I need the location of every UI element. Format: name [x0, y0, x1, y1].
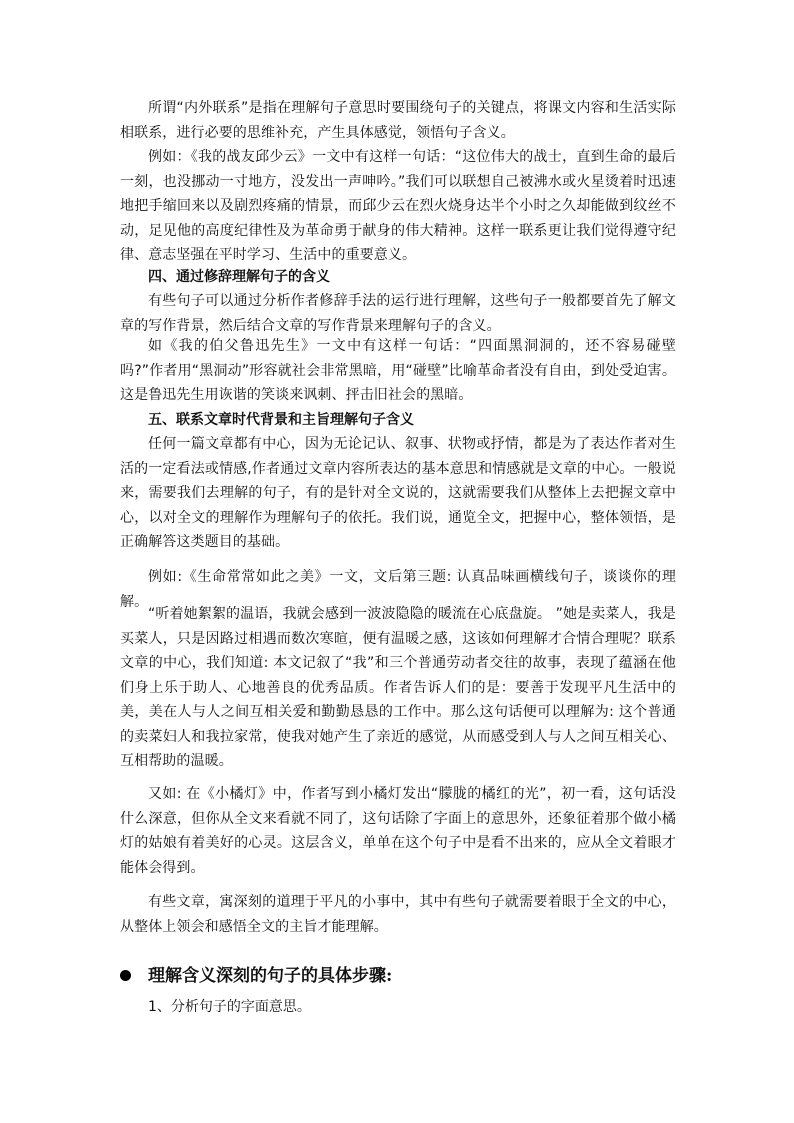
step-item-1: 1、分析句子的字面意思。	[148, 999, 311, 1015]
paragraph-vegetable-seller: “听着她絮絮的温语，我就会感到一波波隐隐的暖流在心底盘旋。 ”她是卖菜人，我是买菜人，只是因路过相遇而数次寒暄，便有温暖之感，这该如何理解才合情合理呢？联系文章的中心，我们知道: 本文记叙了“我”和三个普通劳动者交往的故事，表现了蕴涵在他们身上乐于助人、心地善良的优秀品质。作者告诉人们的是：要善于发现平凡生活中的美，美在人与人之间互相关爱和勤勤恳恳的工作中。那么这句话便可以理解为: 这个普通的卖菜妇人和我拉家常，使我对她产生了亲近的感觉，从而感受到人与人之间互相关心、互相帮助的温暖。	[120, 606, 676, 769]
bullet-heading: 理解含义深刻的句子的具体步骤:	[148, 966, 393, 986]
paragraph-example-life: 例如:《生命常常如此之美》一文，文后第三题: 认真品味画横线句子，谈谈你的理解。	[120, 569, 676, 610]
paragraph-example-lu-xun: 如《我的伯父鲁迅先生》一文中有这样一句话：“四面黑洞洞的，还不容易碰壁吗?”作者用“黑洞动”形容就社会非常黑暗，用“碰壁”比喻革命者没有自由，到处受迫害。这是鲁迅先生用诙谐的笑谈来讽刺、抨击旧社会的黑暗。	[120, 338, 676, 403]
paragraph-rhetoric: 有些句子可以通过分析作者修辞手法的运行进行理解，这些句子一般都要首先了解文章的写作背景，然后结合文章的写作背景来理解句子的含义。	[120, 293, 676, 334]
section-heading-4: 四、通过修辞理解句子的含义	[148, 269, 330, 285]
paragraph-article-center: 任何一篇文章都有中心，因为无论记认、叙事、状物或抒情，都是为了表达作者对生活的一定看法或情感,作者通过文章内容所表达的基本意思和情感就是文章的中心。一般说来，需要我们去理解的句子，有的是针对全文说的，这就需要我们从整体上去把握文章中心，以对全文的理解作为理解句子的依托。我们说，通览全文，把握中心，整体领悟，是正确解答这类题目的基础。	[120, 436, 676, 550]
bullet-dot-icon	[120, 970, 131, 981]
section-heading-5: 五、联系文章时代背景和主旨理解句子含义	[148, 412, 414, 428]
paragraph-inner-outer-link: 所谓“内外联系”是指在理解句子意思时要围绕句子的关键点，将课文内容和生活实际相联系，进行必要的思维补充，产生具体感觉，领悟句子含义。	[120, 100, 676, 141]
paragraph-example-qiu-shaoyun: 例如：《我的战友邱少云》一文中有这样一句话：“这位伟大的战士，直到生命的最后一刻，也没挪动一寸地方，没发出一声呻吟。”我们可以联想自己被沸水或火星烫着时迅速地把手缩回来以及剧烈疼痛的情景，而邱少云在烈火烧身达半个小时之久却能做到纹丝不动，足见他的高度纪律性及为革命勇于献身的伟大精神。这样一联系更让我们觉得遵守纪律、意志坚强在平时学习、生活中的重要意义。	[120, 149, 676, 263]
paragraph-little-orange-lamp: 又如: 在《小橘灯》中，作者写到小橘灯发出“朦胧的橘红的光”，初一看，这句话没什么深意，但你从全文来看就不同了，这句话除了字面上的意思外，还象征着那个做小橘灯的姑娘有着美好的心灵。这层含义，单单在这个句子中是看不出来的，应从全文着眼才能体会得到。	[120, 786, 676, 876]
paragraph-deep-meaning: 有些文章，寓深刻的道理于平凡的小事中，其中有些句子就需要着眼于全文的中心，从整体上领会和感悟全文的主旨才能理解。	[120, 894, 676, 935]
